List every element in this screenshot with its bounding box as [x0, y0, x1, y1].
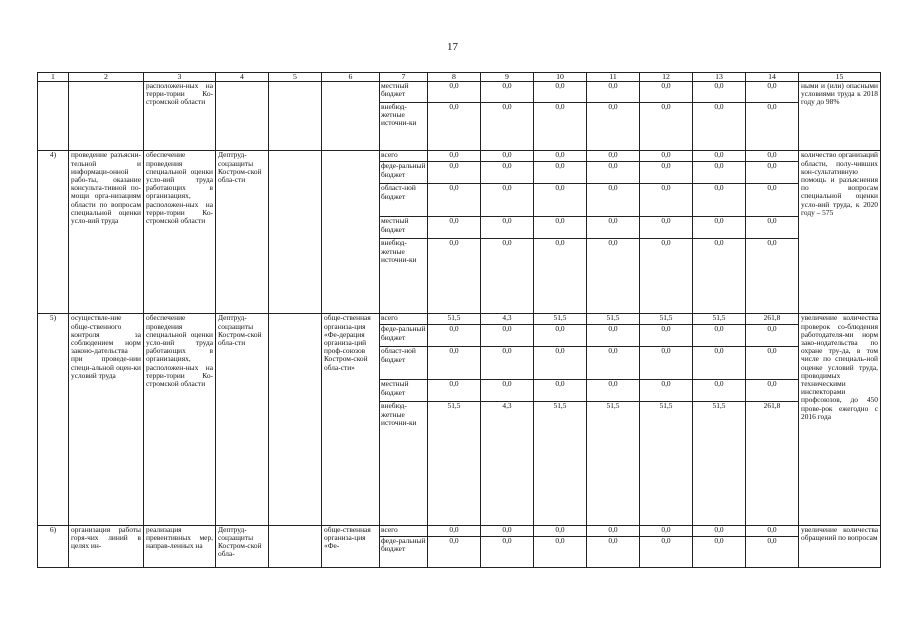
value-cell: 0,0	[481, 82, 533, 103]
year-values	[693, 314, 746, 525]
measure-name	[69, 82, 144, 151]
executor: Дептруд-соцзащиты Костром-ской обла-сти	[216, 314, 269, 525]
funding-source: местный бюджет	[380, 82, 427, 103]
row-number	[38, 82, 69, 151]
measure-content: обеспечение проведения специальной оценки усло-вий труда работающих в организациях, расположен-ных на терри-тории Ко-стромской области	[144, 314, 216, 525]
value-cell: 0,0	[640, 380, 692, 402]
year-values	[428, 525, 481, 567]
value-cell: 0,0	[587, 184, 639, 217]
funding-source: феде-ральный бюджет	[380, 325, 427, 347]
value-cell: 261,8	[746, 314, 798, 325]
year-values	[746, 82, 799, 151]
value-cell: 0,0	[587, 347, 639, 380]
year-values	[481, 525, 534, 567]
year-values	[693, 151, 746, 314]
year-values	[481, 314, 534, 525]
value-cell: 0,0	[555, 535, 565, 545]
funding-source: феде-ральный бюджет	[381, 535, 426, 553]
value-cell: 4,3	[502, 401, 512, 411]
value-cell: 51,5	[712, 401, 726, 411]
year-values	[587, 82, 640, 151]
value-cell: 0,0	[746, 184, 798, 217]
measure-content: обеспечение проведения специальной оценки усло-вий труда работающих в организациях, расположен-ных на терри-тории Ко-стромской области	[144, 151, 216, 314]
header-cell: 5	[269, 73, 322, 82]
year-values	[587, 151, 640, 314]
co-executor	[269, 525, 322, 567]
header-cell: 15	[799, 73, 881, 82]
value-cell: 0,0	[640, 347, 692, 380]
value-cell: 0,0	[481, 151, 533, 162]
value-cell: 0,0	[534, 151, 586, 162]
year-values	[587, 314, 640, 525]
year-values	[534, 525, 587, 567]
value-cell: 0,0	[693, 380, 745, 402]
year-values	[640, 525, 693, 567]
value-cell: 261,8	[763, 401, 781, 411]
value-cell: 0,0	[693, 217, 745, 239]
partner: обще-ственная организа-ция «Фе-дерация организа-ций проф-союзов Костром-ской обла-сти»	[322, 314, 380, 525]
value-cell: 0,0	[661, 238, 671, 248]
measure-name: проведение разъясни-тельной и информаци-онной рабо-ты, оказание консульта-тивной по-мощи орга-низациям области по вопросам специальной оценки усло-вий труда	[69, 151, 144, 314]
value-cell: 0,0	[502, 535, 512, 545]
value-cell: 51,5	[428, 314, 480, 325]
measure-content: реализация превентивных мер, направ-ленных на	[144, 525, 216, 567]
header-cell: 14	[746, 73, 799, 82]
value-cell: 0,0	[449, 535, 459, 545]
value-cell: 0,0	[714, 535, 724, 545]
co-executor	[269, 151, 322, 314]
value-cell: 0,0	[746, 526, 798, 537]
value-cell: 0,0	[428, 380, 480, 402]
year-values	[481, 151, 534, 314]
measure-name: осуществле-ние обще-ственного контроля за соблюдением норм законо-дательства при проведе-нии специ-альной оцен-ки условий труда	[69, 314, 144, 525]
year-values	[428, 314, 481, 525]
value-cell: 0,0	[449, 238, 459, 248]
value-cell: 0,0	[693, 325, 745, 347]
value-cell: 0,0	[534, 162, 586, 184]
row-number: 6)	[38, 525, 69, 567]
value-cell: 0,0	[714, 238, 724, 248]
value-cell: 0,0	[661, 102, 671, 112]
funding-sources	[380, 525, 428, 567]
value-cell: 51,5	[693, 314, 745, 325]
value-cell: 0,0	[502, 102, 512, 112]
table-row	[38, 314, 881, 525]
value-cell: 0,0	[428, 325, 480, 347]
expected-result: увеличение количества обращений по вопросам	[799, 525, 881, 567]
year-values	[693, 525, 746, 567]
expected-result: ными и (или) опасными условиями труда к 2018 году до 98%	[799, 82, 881, 151]
header-cell: 11	[587, 73, 640, 82]
value-cell: 0,0	[767, 535, 777, 545]
value-cell: 0,0	[640, 162, 692, 184]
value-cell: 0,0	[428, 347, 480, 380]
value-cell: 0,0	[428, 151, 480, 162]
value-cell: 0,0	[746, 347, 798, 380]
funding-source: всего	[380, 151, 427, 162]
value-cell: 0,0	[767, 238, 777, 248]
value-cell: 0,0	[640, 151, 692, 162]
table-row	[38, 82, 881, 151]
year-values	[746, 525, 799, 567]
value-cell: 0,0	[534, 380, 586, 402]
funding-source: област-ной бюджет	[380, 347, 427, 380]
page-number: 17	[447, 41, 458, 53]
value-cell: 0,0	[767, 102, 777, 112]
value-cell: 51,5	[640, 314, 692, 325]
value-cell: 0,0	[534, 526, 586, 537]
value-cell: 0,0	[693, 347, 745, 380]
value-cell: 0,0	[608, 238, 618, 248]
year-values	[746, 314, 799, 525]
value-cell: 0,0	[481, 162, 533, 184]
funding-source: феде-ральный бюджет	[380, 162, 427, 184]
value-cell: 0,0	[481, 347, 533, 380]
value-cell: 0,0	[555, 238, 565, 248]
value-cell: 0,0	[587, 217, 639, 239]
value-cell: 0,0	[746, 325, 798, 347]
value-cell: 0,0	[640, 526, 692, 537]
year-values	[481, 82, 534, 151]
partner	[322, 82, 380, 151]
program-table	[37, 72, 881, 568]
partner: обще-ственная организа-ция «Фе-	[322, 525, 380, 567]
table-row	[38, 151, 881, 314]
year-values	[534, 314, 587, 525]
value-cell: 0,0	[693, 526, 745, 537]
value-cell: 0,0	[661, 535, 671, 545]
value-cell: 0,0	[534, 184, 586, 217]
funding-source: местный бюджет	[380, 217, 427, 239]
value-cell: 0,0	[534, 325, 586, 347]
value-cell: 0,0	[428, 526, 480, 537]
header-cell: 9	[481, 73, 534, 82]
value-cell: 0,0	[587, 162, 639, 184]
co-executor	[269, 82, 322, 151]
expected-result: количество организаций области, полу-чивших кон-сультативную помощь и разъяснения по вопросам специальной оценки усло-вий труда, к 2020 году – 575	[799, 151, 881, 314]
header-cell: 1	[38, 73, 69, 82]
header-cell: 7	[380, 73, 428, 82]
co-executor	[269, 314, 322, 525]
value-cell: 0,0	[693, 151, 745, 162]
year-values	[640, 82, 693, 151]
value-cell: 0,0	[587, 325, 639, 347]
funding-source: внебюд-жетные источни-ки	[381, 102, 417, 128]
value-cell: 0,0	[746, 380, 798, 402]
value-cell: 0,0	[534, 347, 586, 380]
measure-content: расположен-ных на терри-тории Ко-стромской области	[144, 82, 216, 151]
row-number: 5)	[38, 314, 69, 525]
value-cell: 0,0	[640, 184, 692, 217]
value-cell: 51,5	[447, 401, 461, 411]
value-cell: 0,0	[481, 380, 533, 402]
executor: Дептруд-соцзащиты Костром-ской обла-	[216, 525, 269, 567]
value-cell: 0,0	[693, 82, 745, 103]
value-cell: 0,0	[428, 162, 480, 184]
value-cell: 0,0	[640, 82, 692, 103]
header-cell: 4	[216, 73, 269, 82]
value-cell: 0,0	[428, 184, 480, 217]
expected-result: увеличение количества проверок со-блюдения работодателя-ми норм зако-нодательства по охране тру-да, в том числе по специаль-ной оценке условий труда, проводимых техническими инспекторами профсоюзов, до 450 прове-рок ежегодно с 2016 года	[799, 314, 881, 525]
value-cell: 0,0	[587, 380, 639, 402]
value-cell: 0,0	[693, 162, 745, 184]
value-cell: 0,0	[714, 102, 724, 112]
executor	[216, 82, 269, 151]
funding-sources	[380, 314, 428, 525]
year-values	[428, 151, 481, 314]
value-cell: 51,5	[553, 401, 567, 411]
value-cell: 0,0	[587, 526, 639, 537]
funding-sources	[380, 82, 428, 151]
year-values	[587, 525, 640, 567]
value-cell: 0,0	[608, 535, 618, 545]
partner	[322, 151, 380, 314]
funding-source: всего	[380, 526, 427, 537]
year-values	[640, 151, 693, 314]
value-cell: 0,0	[481, 325, 533, 347]
year-values	[428, 82, 481, 151]
value-cell: 0,0	[587, 151, 639, 162]
value-cell: 51,5	[659, 401, 673, 411]
value-cell: 0,0	[587, 82, 639, 103]
funding-source: област-ной бюджет	[380, 184, 427, 217]
year-values	[746, 151, 799, 314]
year-values	[534, 82, 587, 151]
funding-sources	[380, 151, 428, 314]
value-cell: 0,0	[693, 184, 745, 217]
measure-name: организация работы горя-чих линий в целях ин-	[69, 525, 144, 567]
value-cell: 0,0	[534, 217, 586, 239]
value-cell: 0,0	[481, 184, 533, 217]
header-cell: 6	[322, 73, 380, 82]
header-cell: 13	[693, 73, 746, 82]
value-cell: 0,0	[746, 217, 798, 239]
funding-source: всего	[380, 314, 427, 325]
value-cell: 0,0	[555, 102, 565, 112]
funding-source: внебюд-жетные источни-ки	[381, 238, 417, 264]
value-cell: 51,5	[587, 314, 639, 325]
value-cell: 0,0	[746, 151, 798, 162]
value-cell: 0,0	[534, 82, 586, 103]
year-values	[640, 314, 693, 525]
value-cell: 0,0	[449, 102, 459, 112]
row-number: 4)	[38, 151, 69, 314]
funding-source: местный бюджет	[380, 380, 427, 402]
value-cell: 0,0	[746, 82, 798, 103]
value-cell: 0,0	[640, 217, 692, 239]
value-cell: 0,0	[746, 162, 798, 184]
header-cell: 10	[534, 73, 587, 82]
value-cell: 0,0	[502, 238, 512, 248]
header-cell: 2	[69, 73, 144, 82]
header-row	[38, 73, 881, 82]
value-cell: 51,5	[606, 401, 620, 411]
header-cell: 3	[144, 73, 216, 82]
value-cell: 0,0	[640, 325, 692, 347]
executor: Дептруд-соцзащиты Костром-ской обла-сти	[216, 151, 269, 314]
value-cell: 0,0	[481, 526, 533, 537]
year-values	[534, 151, 587, 314]
value-cell: 0,0	[428, 217, 480, 239]
value-cell: 0,0	[481, 217, 533, 239]
header-cell: 12	[640, 73, 693, 82]
header-cell: 8	[428, 73, 481, 82]
value-cell: 4,3	[481, 314, 533, 325]
table-row	[38, 525, 881, 567]
value-cell: 0,0	[428, 82, 480, 103]
value-cell: 0,0	[608, 102, 618, 112]
value-cell: 51,5	[534, 314, 586, 325]
funding-source: внебюд-жетные источни-ки	[381, 401, 417, 427]
year-values	[693, 82, 746, 151]
